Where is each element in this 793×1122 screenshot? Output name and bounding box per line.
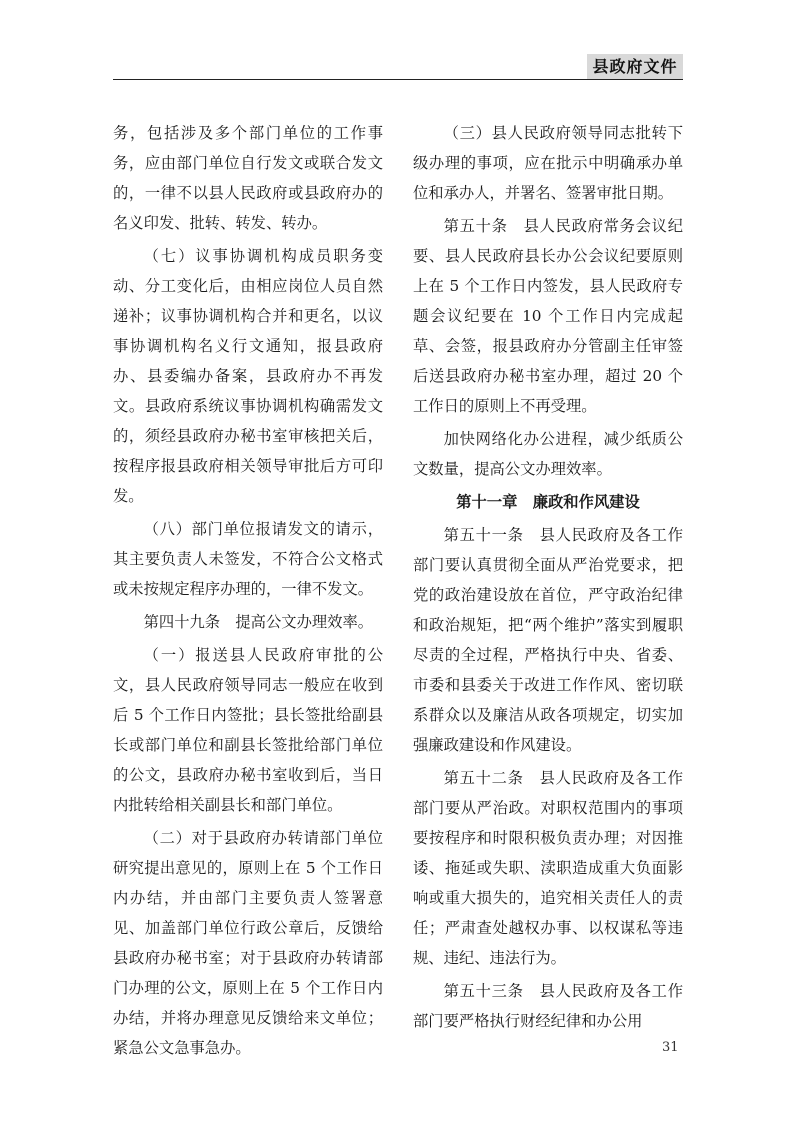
paragraph: 第五十一条 县人民政府及各工作部门要认真贯彻全面从严治党要求，把党的政治建设放在首位，严守政治纪律和政治规矩，把“两个维护”落实到履职尽责的全过程，严格执行中央、省委、市委和县委关于改进工作作风、密切联系群众以及廉洁从政各项规定，切实加强廉政建设和作风建设。 [413, 526, 683, 754]
right-column [413, 118, 683, 1039]
chapter-heading: 第十一章 廉政和作风建设 [456, 493, 640, 511]
article-heading: 第四十九条 提高公文办理效率。 [143, 613, 374, 631]
paragraph: 务，包括涉及多个部门单位的工作事务，应由部门单位自行发文或联合发文的，一律不以县人民政府或县政府办的名义印发、批转、转发、转办。 [113, 124, 383, 232]
left-column [113, 118, 383, 1066]
header-tag: 县政府文件 [587, 54, 683, 80]
header-rule [113, 79, 683, 80]
paragraph: （一）报送县人民政府审批的公文，县人民政府领导同志一般应在收到后 5 个工作日内签批；县长签批给副县长或部门单位和副县长签批给部门单位的公文，县政府办秘书室收到后，当日内批转给相关副县长和部门单位。 [113, 646, 383, 814]
paragraph: 加快网络化办公进程，减少纸质公文数量，提高公文办理效率。 [413, 430, 683, 478]
paragraph: 第五十三条 县人民政府及各工作部门要严格执行财经纪律和办公用 [413, 982, 683, 1030]
paragraph: （二）对于县政府办转请部门单位研究提出意见的，原则上在 5 个工作日内办结，并由部门主要负责人签署意见、加盖部门单位行政公章后，反馈给县政府办秘书室；对于县政府办转请部门办理的公文，原则上在 5 个工作日内办结，并将办理意见反馈给来文单位；紧急公文急事急办。 [113, 829, 383, 1057]
page-number: 31 [662, 1040, 679, 1055]
paragraph: （八）部门单位报请发文的请示，其主要负责人未签发，不符合公文格式或未按规定程序办理的，一律不发文。 [113, 520, 383, 598]
paragraph: 第五十条 县人民政府常务会议纪要、县人民政府县长办公会议纪要原则上在 5 个工作日内签发，县人民政府专题会议纪要在 10 个工作日内完成起草、会签，报县政府办分管副主任审签后送县政府办秘书室办理，超过 20 个工作日的原则上不再受理。 [413, 217, 683, 415]
paragraph: 第五十二条 县人民政府及各工作部门要从严治政。对职权范围内的事项要按程序和时限积极负责办理；对因推诿、拖延或失职、渎职造成重大负面影响或重大损失的，追究相关责任人的责任；严肃查处越权办事、以权谋私等违规、违纪、违法行为。 [413, 769, 683, 967]
paragraph: （七）议事协调机构成员职务变动、分工变化后，由相应岗位人员自然递补；议事协调机构合并和更名，以议事协调机构名义行文通知，报县政府办、县委编办备案，县政府办不再发文。县政府系统议事协调机构确需发文的，须经县政府办秘书室审核把关后，按程序报县政府相关领导审批后方可印发。 [113, 247, 383, 505]
paragraph: （三）县人民政府领导同志批转下级办理的事项，应在批示中明确承办单位和承办人，并署名、签署审批日期。 [413, 124, 683, 202]
